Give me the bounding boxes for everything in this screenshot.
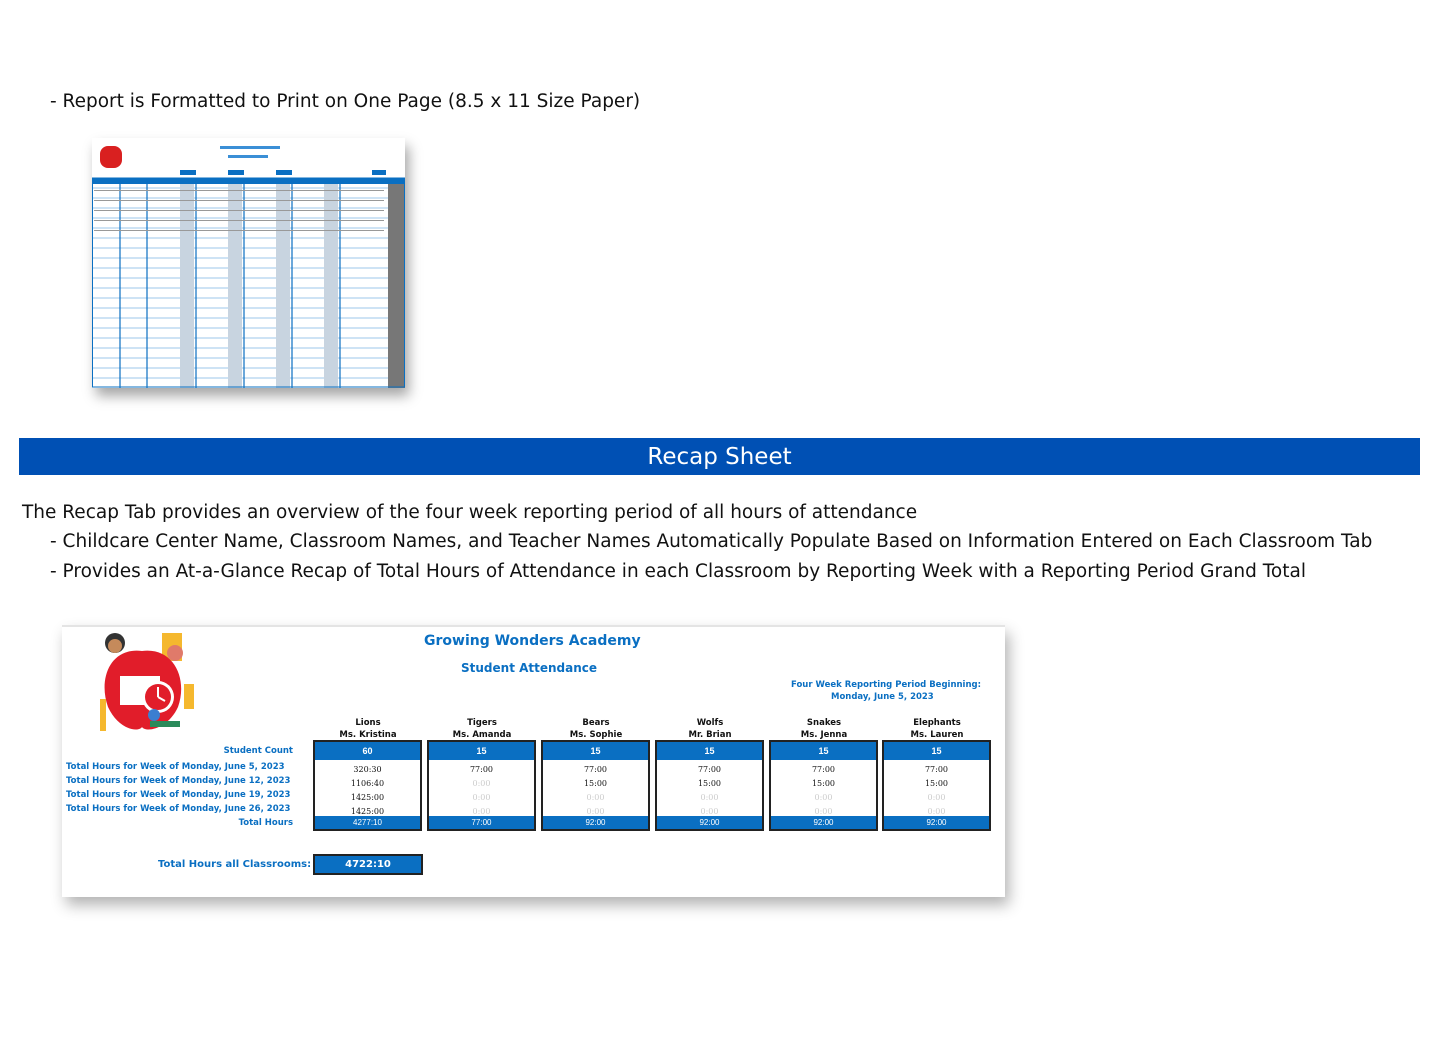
student-count: 60 [315,742,420,760]
week-hours: 15:00 [811,779,836,788]
classroom-name: Lions [355,718,381,728]
teacher-name: Mr. Brian [688,730,732,740]
classroom-name: Elephants [913,718,961,728]
recap-bullet: - Childcare Center Name, Classroom Names, and Teacher Names Automatically Populate Based on Information Entered on Each Classroom Tab [50,531,1373,552]
center-name: Growing Wonders Academy [424,633,641,649]
week-hours: 0:00 [700,793,719,802]
classroom-header [759,717,889,741]
student-count: 15 [771,742,876,760]
week-hours: 77:00 [469,765,494,774]
week-hours: 1425:00 [350,793,385,802]
classroom-name: Bears [582,718,610,728]
classroom-header [645,717,775,741]
classroom-name: Wolfs [696,718,724,728]
week-hours: 0:00 [586,793,605,802]
classroom-column [541,740,650,831]
classroom-name: Snakes [806,718,842,728]
week-hours: 320:30 [353,765,382,774]
classroom-column [655,740,764,831]
recap-sheet-banner: Recap Sheet [19,438,1420,475]
classroom-name: Tigers [467,718,497,728]
classroom-box [313,740,422,831]
week-label: Total Hours for Week of Monday, June 5, 2023 [66,762,285,772]
student-count-label: Student Count [223,746,293,756]
week-hours: 77:00 [811,765,836,774]
week-label: Total Hours for Week of Monday, June 12, 2023 [66,776,291,786]
intro-bullet: - Report is Formatted to Print on One Page (8.5 x 11 Size Paper) [50,91,641,112]
student-count: 15 [543,742,648,760]
classroom-column [769,740,878,831]
teacher-name: Ms. Kristina [339,730,397,740]
week-hours: 0:00 [700,807,719,816]
classroom-box [427,740,536,831]
week-hours: 0:00 [927,793,946,802]
total-hours: 92:00 [884,816,989,829]
report-subtitle: Student Attendance [461,661,598,675]
week-hours: 0:00 [472,779,491,788]
classroom-box [882,740,991,831]
teacher-name: Ms. Sophie [569,730,623,740]
classroom-header [531,717,661,741]
week-hours: 77:00 [924,765,949,774]
week-hours: 0:00 [472,793,491,802]
week-hours: 0:00 [814,793,833,802]
attendance-sheet-preview-image [92,138,405,388]
period-date: Monday, June 5, 2023 [831,692,934,702]
period-label: Four Week Reporting Period Beginning: [791,680,981,690]
classroom-box [655,740,764,831]
week-hours: 0:00 [472,807,491,816]
total-hours: 92:00 [543,816,648,829]
classroom-header [872,717,1002,741]
classroom-box [769,740,878,831]
classroom-column [313,740,422,831]
student-count: 15 [884,742,989,760]
week-hours: 0:00 [814,807,833,816]
total-hours: 4277:10 [315,816,420,829]
recap-description: The Recap Tab provides an overview of the four week reporting period of all hours of attendance [22,502,918,523]
week-hours: 1425:00 [350,807,385,816]
total-hours: 92:00 [771,816,876,829]
teacher-name: Ms. Amanda [452,730,512,740]
total-hours-label: Total Hours [238,818,293,828]
spreadsheet-thumbnail [92,138,405,388]
classroom-column [882,740,991,831]
week-hours: 15:00 [924,779,949,788]
grand-total-label: Total Hours all Classrooms: [158,859,312,870]
total-hours: 92:00 [657,816,762,829]
recap-bullet: - Provides an At-a-Glance Recap of Total Hours of Attendance in each Classroom by Reporting Week with a Reporting Period Grand Total [50,561,1306,582]
classroom-box [541,740,650,831]
classroom-column [427,740,536,831]
teacher-name: Ms. Jenna [800,730,848,740]
week-hours: 15:00 [697,779,722,788]
grand-total-value: 4722:10 [313,854,423,875]
week-hours: 77:00 [697,765,722,774]
week-hours: 0:00 [586,807,605,816]
week-hours: 15:00 [583,779,608,788]
recap-sheet-preview [62,625,1005,897]
classroom-header [303,717,433,741]
student-count: 15 [429,742,534,760]
total-hours: 77:00 [429,816,534,829]
teacher-name: Ms. Lauren [910,730,964,740]
week-hours: 1106:40 [350,779,385,788]
week-hours: 0:00 [927,807,946,816]
apple-clock-logo [80,629,205,739]
week-hours: 77:00 [583,765,608,774]
week-label: Total Hours for Week of Monday, June 19, 2023 [66,790,291,800]
student-count: 15 [657,742,762,760]
week-label: Total Hours for Week of Monday, June 26, 2023 [66,804,291,814]
classroom-header [417,717,547,741]
